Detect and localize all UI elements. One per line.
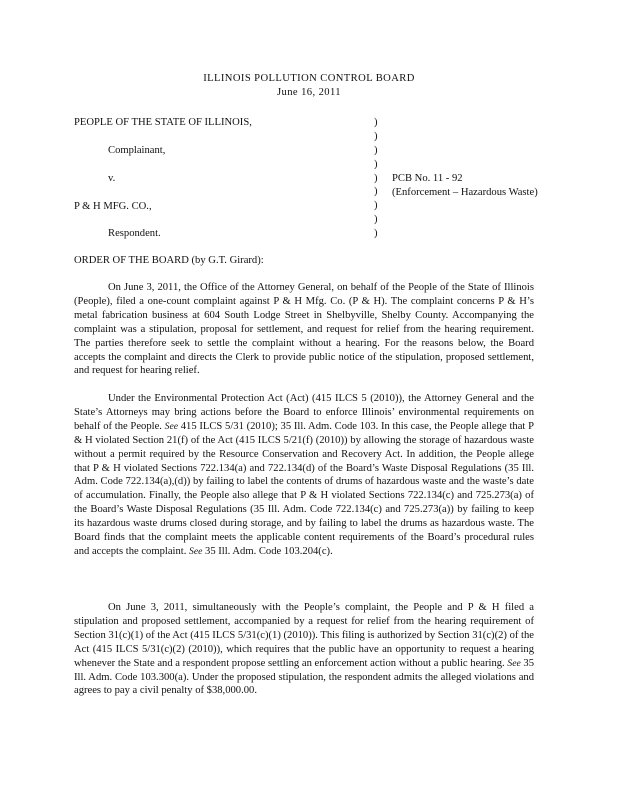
see-signal: See	[189, 545, 203, 557]
paragraph-2-part-b: 415 ILCS 5/31 (2010); 35 Ill. Adm. Code 103. In this case, the People allege that P & H violated Section 21(f) of the Act (415 ILCS 5/21(f) (2010)) by allowing the storage of hazardous waste without a permit required by the Resource Conservation and Recovery Act. In addition, the People allege that P & H violated Sections 722.134(a) and 722.134(d) of the Board’s Waste Disposal Regulations (35 Ill. Adm. Code 722.134(a),(d)) by failing to label the contents of drums of hazardous waste and the waste’s date of accumulation. Finally, the People also allege that P & H violated Sections 722.134(c) and 725.273(a) of the Board’s Waste Disposal Regulations (35 Ill. Adm. Code 722.134(c) and 725.273(a)) by failing to keep its hazardous waste drums closed during storage, and by failing to label the drums as hazardous waste. The Board finds that the complaint meets the applicable content requirements of the Board’s procedural rules and accepts the complaint.	[74, 420, 534, 557]
paragraph-3-part-a: On June 3, 2011, simultaneously with the People’s complaint, the People and P & H filed a stipulation and proposed settlement, accompanied by a request for relief from the hearing requirement of Section 31(c)(1) of the Act (415 ILCS 5/31(c)(1) (2010)). This filing is authorized by Section 31(c)(2) of the Act (415 ILCS 5/31(c)(2) (2010)), which requires that the public have an opportunity to request a hearing whenever the State and a respondent propose settling an enforcement action without a public hearing.	[74, 602, 534, 669]
paragraph-1	[74, 281, 534, 378]
paren: )	[374, 117, 378, 128]
paragraph-3-text	[74, 601, 534, 698]
paren: )	[374, 158, 378, 170]
paren: )	[374, 200, 378, 212]
party-respondent: P & H MFG. CO.,	[74, 201, 152, 212]
paragraph-2-part-a: Under the Environmental Protection Act (Act) (415 ILCS 5 (2010)), the Attorney General and the State’s Attorneys may bring actions before the Board to enforce Illinois’ environmental requirements on behalf of the People.	[74, 393, 534, 432]
versus-label: v.	[108, 173, 116, 184]
order-date: June 16, 2011	[277, 87, 341, 98]
role-complainant: Complainant,	[108, 145, 166, 156]
paragraph-3-part-b: 35 Ill. Adm. Code 103.300(a). Under the proposed stipulation, the respondent admits the alleged violations and agrees to pay a civil penalty of $38,000.00.	[74, 657, 534, 697]
see-signal: See	[507, 657, 521, 669]
case-number: PCB No. 11 - 92	[392, 173, 463, 184]
paragraph-3	[74, 601, 534, 698]
paren: )	[374, 130, 378, 142]
case-type: (Enforcement – Hazardous Waste)	[392, 187, 538, 198]
case-caption	[74, 116, 544, 241]
see-signal: See	[164, 420, 178, 432]
paragraph-2-text	[74, 392, 534, 559]
party-complainant: PEOPLE OF THE STATE OF ILLINOIS,	[74, 117, 252, 128]
paren: )	[374, 214, 378, 226]
paren: )	[374, 172, 378, 184]
paren: )	[374, 186, 378, 198]
paren: )	[374, 144, 378, 156]
paren: )	[374, 228, 378, 240]
order-heading: ORDER OF THE BOARD (by G.T. Girard):	[74, 255, 264, 266]
paragraph-1-text: On June 3, 2011, the Office of the Attorney General, on behalf of the People of the State of Illinois (People), filed a one-count complaint against P & H Mfg. Co. (P & H). The complaint concerns P & H’s metal fabrication business at 604 South Lodge Street in Shelbyville, Shelby County. Accompanying the complaint was a stipulation, proposal for settlement, and request for relief from the hearing requirement. The parties therefore seek to settle the complaint without a hearing. For the reasons below, the Board accepts the complaint and directs the Clerk to provide public notice of the stipulation, proposed settlement, and request for hearing relief.	[74, 282, 534, 377]
role-respondent: Respondent.	[108, 228, 161, 239]
paragraph-2	[74, 392, 534, 559]
agency-title: ILLINOIS POLLUTION CONTROL BOARD	[203, 73, 415, 84]
caption-parentheses	[374, 116, 384, 241]
paragraph-2-part-c: 35 Ill. Adm. Code 103.204(c).	[205, 545, 333, 557]
